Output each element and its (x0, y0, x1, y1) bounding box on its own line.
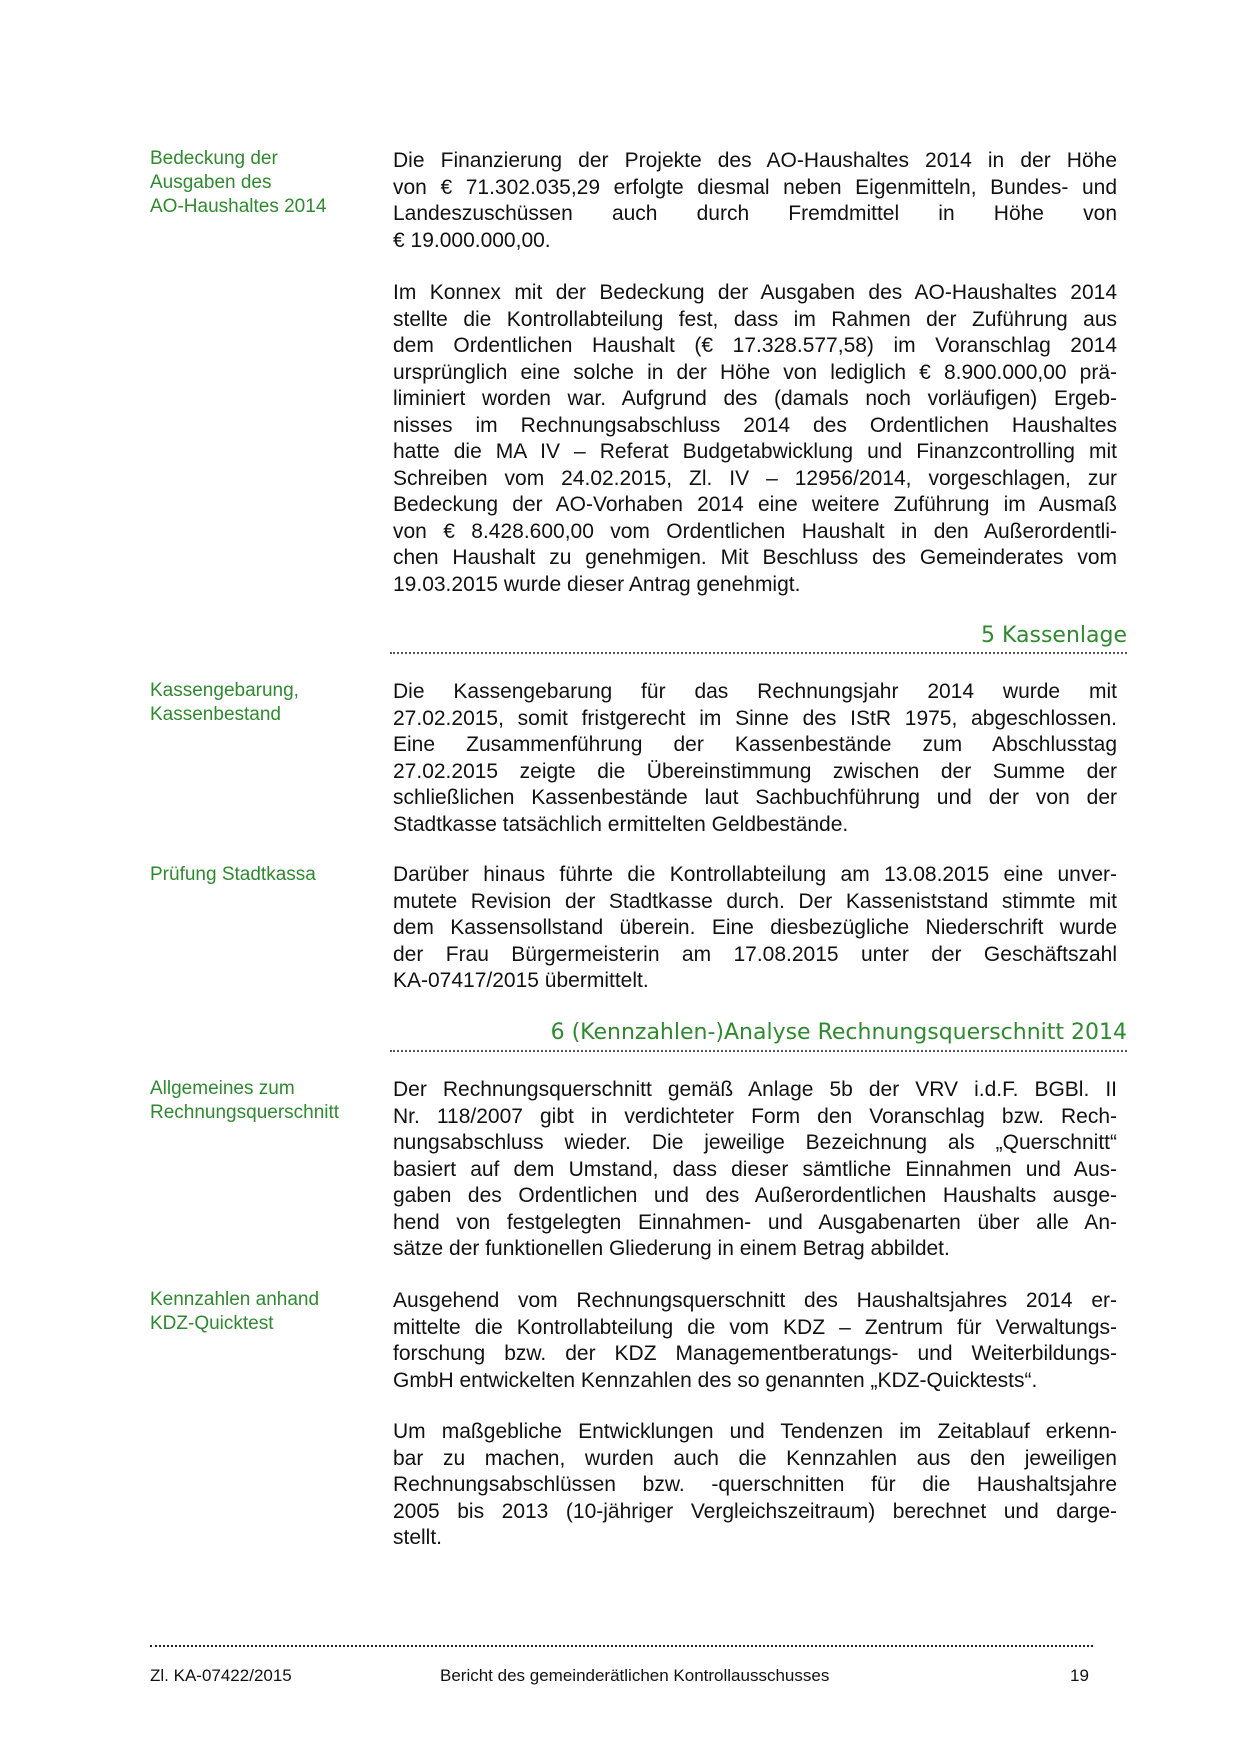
footer-rule (150, 1645, 1093, 1647)
paragraph-pruefung: Darüber hinaus führte die Kontrollabteilung am 13.08.2015 eine unver- mutete Revision der Stadtkasse durch. Der Kasseniststand stimmte mit dem Kassensollstand überein. Eine diesbezügliche Niederschrift wurde der Frau Bürgermeisterin am 17.08.2015 unter der Geschäftszahl KA-07417/2015 übermittelt. (393, 863, 1117, 992)
side-label-kassengebarung: Kassengebarung, Kassenbestand (150, 680, 299, 725)
section-heading-kassenlage: 5 Kassenlage (980, 623, 1127, 648)
footer-report-title: Bericht des gemeinderätlichen Kontrollausschusses (440, 1666, 830, 1685)
page-number: 19 (1070, 1666, 1089, 1685)
heading-underline (390, 1050, 1127, 1052)
footer-reference: Zl. KA-07422/2015 (150, 1666, 292, 1685)
paragraph-kdz: Ausgehend vom Rechnungsquerschnitt des Haushaltsjahres 2014 er- mittelte die Kontrollabteilung die vom KDZ – Zentrum für Verwaltungs- forschung bzw. der KDZ Managementberatungs- und Weiterbildungs- GmbH entwickelten Kennzahlen des so genannten „KDZ-Quicktests“. (393, 1289, 1117, 1392)
side-label-allgemeines: Allgemeines zum Rechnungsquerschnitt (150, 1078, 340, 1123)
paragraph-finanzierung: Die Finanzierung der Projekte des AO-Haushaltes 2014 in der Höhe von € 71.302.035,29 erfolgte diesmal neben Eigenmitteln, Bundes- und Landeszuschüssen auch durch Fremdmittel in Höhe von € 19.000.000,00. (393, 149, 1117, 252)
paragraph-konnex: Im Konnex mit der Bedeckung der Ausgaben des AO-Haushaltes 2014 stellte die Kontrollabteilung fest, dass im Rahmen der Zuführung aus dem Ordentlichen Haushalt (€ 17.328.577,58) im Voranschlag 2014 ursprünglich eine solche in der Höhe von lediglich € 8.900.000,00 prä- liminiert worden war. Aufgrund des (damals noch vorläufigen) Ergeb- nisses im Rechnungsabschluss 2014 des Ordentlichen Haushaltes hatte die MA IV – Referat Budgetabwicklung und Finanzcontrolling mit Schreiben vom 24.02.2015, Zl. IV – 12956/2014, vorgeschlagen, zur Bedeckung der AO-Vorhaben 2014 eine weitere Zuführung im Ausmaß von € 8.428.600,00 vom Ordentlichen Haushalt in den Außerordentli- chen Haushalt zu genehmigen. Mit Beschluss des Gemeinderates vom 19.03.2015 wurde dieser Antrag genehmigt. (393, 281, 1117, 596)
side-label-bedeckung: Bedeckung der Ausgaben des AO-Haushaltes 2014 (150, 148, 327, 217)
heading-underline (390, 652, 1127, 654)
paragraph-rechnungsquerschnitt: Der Rechnungsquerschnitt gemäß Anlage 5b der VRV i.d.F. BGBl. II Nr. 118/2007 gibt in verdichteter Form den Voranschlag bzw. Rech- nungsabschluss wieder. Die jeweilige Bezeichnung als „Querschnitt“ basiert auf dem Umstand, dass dieser sämtliche Einnahmen und Aus- gaben des Ordentlichen und des Außerordentlichen Haushalts ausge- hend von festgelegten Einnahmen- und Ausgabenarten über alle An- sätze der funktionellen Gliederung in einem Betrag abbildet. (393, 1078, 1117, 1260)
section-heading-analyse: 6 (Kennzahlen-)Analyse Rechnungsquerschnitt 2014 (550, 1020, 1127, 1045)
paragraph-kassengebarung: Die Kassengebarung für das Rechnungsjahr 2014 wurde mit 27.02.2015, somit fristgerecht im Sinne des IStR 1975, abgeschlossen. Eine Zusammenführung der Kassenbestände zum Abschlusstag 27.02.2015 zeigte die Übereinstimmung zwischen der Summe der schließlichen Kassenbestände laut Sachbuchführung und der von der Stadtkasse tatsächlich ermittelten Geldbestände. (393, 680, 1117, 836)
side-label-kennzahlen: Kennzahlen anhand KDZ-Quicktest (150, 1289, 320, 1334)
paragraph-entwicklungen: Um maßgebliche Entwicklungen und Tendenzen im Zeitablauf erkenn- bar zu machen, wurden auch die Kennzahlen aus den jeweiligen Rechnungsabschlüssen bzw. -querschnitten für die Haushaltsjahre 2005 bis 2013 (10-jähriger Vergleichszeitraum) berechnet und darge- stellt. (393, 1420, 1117, 1549)
side-label-pruefung: Prüfung Stadtkassa (150, 864, 316, 885)
